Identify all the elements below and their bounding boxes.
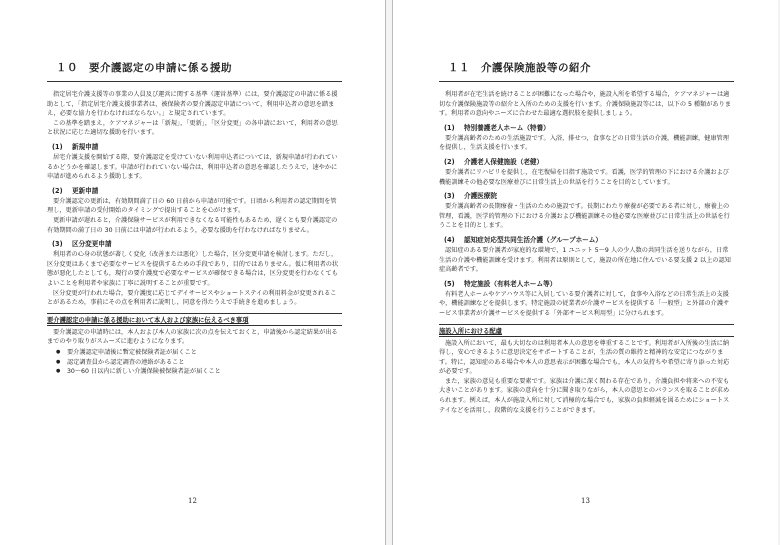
paragraph: 要介護高齢者のための生活施設です。入浴，排せつ，食事などの日常生活の介護，機能訓練，健康管理を提供し，生活支援を行います。 bbox=[439, 134, 729, 152]
section-title: １１ 介護保険施設等の紹介 bbox=[448, 62, 591, 74]
paragraph: 区分変更が行われた場合，要介護度に応じてデイサービスやショートステイの利用料金が変更されることがあるため，事前にその点を利用者に説明し，同意を得たうえで手続きを進めましょう。 bbox=[47, 289, 337, 307]
subsection-heading: (2) 更新申請 bbox=[52, 186, 99, 195]
list-item: ● 30～60 日以内に新しい介護保険被保険者証が届くこと bbox=[67, 367, 342, 377]
section-title: １０ 要介護認定の申請に係る援助 bbox=[56, 62, 232, 74]
page-number: 12 bbox=[188, 497, 197, 505]
title-rule bbox=[439, 81, 734, 82]
bullet-list bbox=[47, 348, 342, 377]
subsection-heading: (1) 新規申請 bbox=[52, 142, 99, 151]
paragraph: 施設入所において，最も大切なのは利用者本人の意思を尊重することです。利用者が入所後の生活に納得し，安心できるように意思決定をサポートすることが，生活の質の維持と精神的な安定につながります。特に，認知症のある場合や本人の意思表示が困難な場合でも，本人の気持ちや希望に寄り添った対応が必要です。 bbox=[439, 339, 730, 376]
subsection-heading: (2) 介護老人保健施設（老健） bbox=[444, 157, 544, 166]
paragraph: この基準を踏まえ，ケアマネジャーは「新規」，「更新」，「区分変更」の各申請において，利用者の意思と状況に応じた適切な援助を行います。 bbox=[47, 119, 338, 137]
list-item: ● 認定調査員から認定調査の連絡があること bbox=[67, 358, 342, 368]
subsection-heading: (1) 特別養護老人ホーム（特養） bbox=[444, 123, 550, 132]
subsection-heading: (4) 認知症対応型共同生活介護（グループホーム） bbox=[444, 235, 602, 244]
paragraph: 利用者の心身の状態が著しく変化（改善または悪化）した場合，区分変更申請を検討します。ただし，区分変更はあくまで必要なサービスを提供するための手段であり，目的ではありません。仮に利用者の状態が悪化したとしても，現行の要介護度で必要なサービスが確保できる場合は，区分変更を行わなくてもよいことを利用者や家族に丁寧に説明することが重要です。 bbox=[47, 251, 339, 287]
page-number: 13 bbox=[581, 497, 590, 505]
paragraph: 更新申請が遅れると，介護保険サービスが利用できなくなる可能性もあるため，遅くとも要介護認定の有効期間の満了日の 30 日前には申請が行われるよう，必要な援助を行わなければなりません。 bbox=[47, 216, 338, 234]
paragraph: 有料老人ホームやケアハウス等に入居している要介護者に対して，食事や入浴などの日常生活上の支援や，機能訓練などを提供します。特定施設の従業者が介護サービスを提供する「一般型」と外部の介護サービス事業者が介護サービスを提供する「外部サービス利用型」に分けられます。 bbox=[439, 290, 730, 317]
paragraph: 利用者が在宅生活を続けることが困難になった場合や，施設入所を希望する場合，ケアマネジャーは適切な介護保険施設等の紹介と入所のための支援を行います。介護保険施設等には，以下の 5 種類があります。利用者の意向やニーズに合わせた最適な選択肢を提供しましょう。 bbox=[439, 91, 731, 118]
right-page-content bbox=[439, 60, 734, 415]
note-box-heading: 要介護認定の申請に係る援助において本人および家族に伝えるべき事項 bbox=[47, 313, 342, 326]
right-page bbox=[392, 0, 778, 545]
left-page-content bbox=[47, 60, 342, 377]
title-rule bbox=[47, 81, 342, 82]
paragraph: 要介護者にリハビリを提供し，在宅復帰を目指す施設です。看護，医学的管理の下における介護および機能訓練その他必要な医療並びに日常生活上の世話を行うことを目的としています。 bbox=[439, 168, 729, 186]
paragraph: また，家族の意見も重要な要素です。家族は介護に深く関わる存在であり，介護負担や将来への不安も大きいことがあります。家族の意向を十分に聞き取りながら，本人の意思とのバランスを取ることが求められます。例えば，本人が施設入所に対して消極的な場合でも，家族の負担軽減を図るためにショートステイなどを活用し，段階的な支援を行うことができます。 bbox=[439, 377, 730, 414]
subsection-heading: (3) 介護医療院 bbox=[444, 192, 497, 201]
subsection-heading: (5) 特定施設（有料老人ホーム等） bbox=[444, 279, 557, 288]
note-box-heading: 施設入所における配慮 bbox=[439, 324, 734, 337]
paragraph: 要介護高齢者の長期療養・生活のための施設です。長期にわたり療養が必要である者に対し，療養上の管理，看護，医学的管理の下における介護および機能訓練その他必要な医療並びに日常生活上の世話を行うことを目的とします。 bbox=[439, 203, 730, 230]
paragraph: 要介護認定の更新は，有効期間満了日の 60 日前から申請が可能です。日頃から利用者の認定期間を管理し，更新申請の受付開始のタイミングで提出することを心がけます。 bbox=[47, 197, 337, 215]
paragraph: 要介護認定の申請時には，本人および本人の家族に次の点を伝えておくと，申請後から認定結果が出るまでのやり取りがスムーズに進むようになります。 bbox=[47, 328, 338, 346]
paragraph: 指定居宅介護支援等の事業の人員及び運営に関する基準（運営基準）には，要介護認定の申請に係る援助として，「指定居宅介護支援事業者は，被保険者の要介護認定申請について，利用申込者の意思を踏まえ，必要な協力を行わなければならない。」と規定されています。 bbox=[47, 91, 338, 118]
subsection-heading: (3) 区分変更申請 bbox=[52, 240, 112, 249]
left-page bbox=[0, 0, 386, 545]
paragraph: 居宅介護支援を開始する際，要介護認定を受けていない利用申込者については，新規申請が行われているかどうかを確認します。申請が行われていない場合は，利用申込者の意思を確認したうえで，速やかに申請が進められるよう援助します。 bbox=[47, 153, 338, 181]
paragraph: 認知症のある要介護者が家庭的な環境で，1 ユニット 5～9 人の少人数の共同生活を送りながら，日常生活の介護や機能訓練を受けます。利用者は原則として，施設の所在地に住んでいる要支援 2 以上の認知症高齢者です。 bbox=[439, 246, 731, 274]
list-item: ● 要介護認定申請後に暫定被保険者証が届くこと bbox=[67, 348, 342, 358]
